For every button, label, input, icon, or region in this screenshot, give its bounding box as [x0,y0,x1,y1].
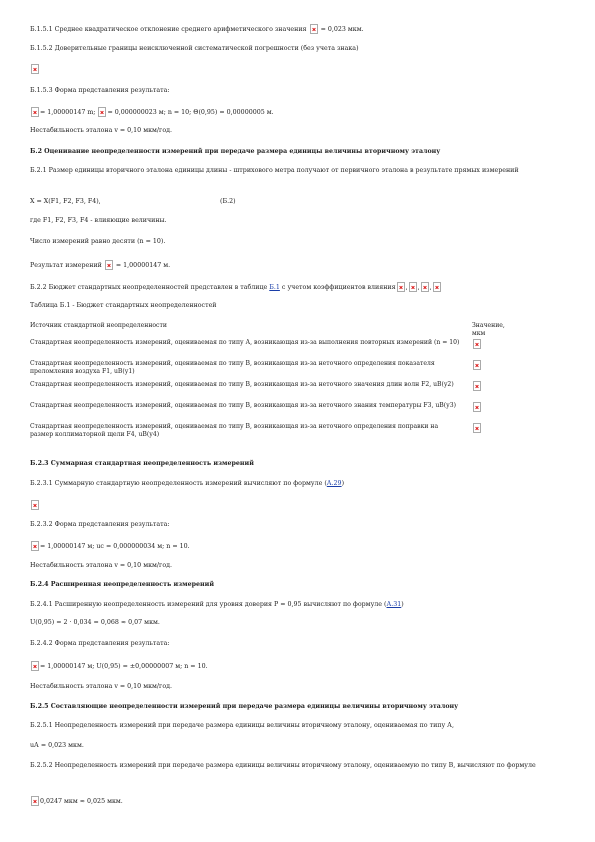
table-header-source: Источник стандартной неопределенности [30,322,167,329]
broken-image-icon [31,64,39,74]
table-cell-source: Стандартная неопределенность измерений, оцениваемая по типу В, возникающая из-за неточного значения длин волн F2, uB(у2) [30,381,454,388]
broken-image-icon [31,796,39,806]
para-b2-4-2: Б.2.4.2 Форма представления результата: [30,640,170,647]
broken-image-icon [105,260,113,270]
para-5-1-3: Б.1.5.3 Форма представления результата: [30,87,170,94]
broken-image-icon [310,24,318,34]
table-cell-value [468,358,508,379]
para-b2-3-2: Б.2.3.2 Форма представления результата: [30,521,170,528]
formula-b2: X = X(F1, F2, F3, F4), (Б.2) [30,198,236,205]
formula-image [30,64,40,74]
broken-image-icon [31,107,39,117]
formula-link-a31[interactable]: А.31 [386,601,402,608]
ua-line: uА = 0,023 мкм. [30,742,84,749]
broken-image-icon [473,381,481,391]
broken-image-icon [473,360,481,370]
table-cell-source: Стандартная неопределенность измерений, оцениваемая по типу В, возникающая из-за неточного знания температуры F3, uB(у3) [30,402,456,409]
broken-image-icon [421,282,429,292]
table-row [30,379,508,400]
formula-u95: U(0,95) = 2 · 0,034 = 0,068 ≈ 0,07 мкм. [30,619,160,626]
result-line-2: = 1,00000147 м; uс = 0,000000034 м; n = 10. [30,541,190,551]
para-b2-1: Б.2.1 Размер единицы вторичного эталона единицы длины - штрихового метра получают от первичного эталона в результате прямых измерений [30,167,519,174]
table-row [30,421,508,442]
broken-image-icon [473,423,481,433]
table-cell-source: Стандартная неопределенность измерений, оцениваемая по типу В, возникающая из-за неточного определения показателя преломления воздуха F1, uB(у1) [30,360,435,375]
formula-link-a29[interactable]: А.29 [326,480,342,487]
heading-b2-4: Б.2.4 Расширенная неопределенность измерений [30,581,214,588]
para-b2-3-1: Б.2.3.1 Суммарную стандартную неопределенность измерений вычисляют по формуле (А.29) [30,480,345,487]
table-link[interactable]: Б.1 [269,284,280,291]
para-b2-5-2: Б.2.5.2 Неопределенность измерений при передаче размера единицы величины вторичному эталону, оцениваемую по типу В, вычисляют по формуле [30,762,536,769]
broken-image-icon [433,282,441,292]
broken-image-icon [31,661,39,671]
broken-image-icon [409,282,417,292]
table-cell-source: Стандартная неопределенность измерений, оцениваемая по типу А, возникающая из-за выполнения повторных измерений (n = 10) [30,339,460,346]
instability-2: Нестабильность эталона v = 0,10 мкм/год. [30,562,173,569]
heading-b2-3: Б.2.3 Суммарная стандартная неопределенность измерений [30,460,254,467]
last-line: 0,0247 мкм ≈ 0,025 мкм. [30,796,123,806]
instability-1: Нестабильность эталона v = 0,10 мкм/год. [30,127,173,134]
broken-image-icon [31,541,39,551]
heading-b2-5: Б.2.5 Составляющие неопределенности измерений при передаче размера единицы величины вторичному эталону [30,703,459,710]
broken-image-icon [397,282,405,292]
budget-table [30,322,508,442]
table-cell-source: Стандартная неопределенность измерений, оцениваемая по типу В, возникающая из-за неточного определения поправки на размер коллиматорной щели F4, uB(у4) [30,423,439,438]
broken-image-icon [473,402,481,412]
table-header-value: Значение, мкм [472,322,505,337]
table-cell-value [468,337,508,358]
para-b2-4-1: Б.2.4.1 Расширенную неопределенность измерений для уровня доверия P = 0,95 вычисляют по формуле (А.31) [30,601,404,608]
table-cell-value [468,421,508,442]
formula-image-2 [30,500,40,510]
table-row [30,400,508,421]
para-b2-2: Б.2.2 Бюджет стандартных неопределенностей представлен в таблице Б.1 с учетом коэффициентов влияния , , , [30,282,442,292]
result-line-3: = 1,00000147 м; U(0,95) = ±0,00000007 м; n = 10. [30,661,208,671]
table-header-row [30,322,508,337]
heading-b2: Б.2 Оценивание неопределенности измерений при передаче размера единицы величины вторичному эталону [30,148,441,155]
instability-3: Нестабильность эталона v = 0,10 мкм/год. [30,683,173,690]
table-caption: Таблица Б.1 - Бюджет стандартных неопределенностей [30,302,217,309]
para-b2-5-1: Б.2.5.1 Неопределенность измерений при передаче размера единицы величины вторичному эталону, оцениваемая по типу А, [30,722,454,729]
result-line: Результат измерений = 1,00000147 м. [30,262,171,269]
table-cell-value [468,379,508,400]
para-5-1-1: Б.1.5.1 Среднее квадратическое отклонение среднего арифметического значения = 0,023 мкм. [30,26,364,33]
table-row [30,337,508,358]
count-line: Число измерений равно десяти (n = 10). [30,238,166,245]
broken-image-icon [98,107,106,117]
broken-image-icon [473,339,481,349]
broken-image-icon [31,500,39,510]
where-line: где F1, F2, F3, F4 - влияющие величины. [30,217,167,224]
result-line-1: = 1,00000147 m; = 0,000000023 м; n = 10; Θ(0,95) = 0,00000005 м. [30,107,274,117]
table-row [30,358,508,379]
para-5-1-2: Б.1.5.2 Доверительные границы неисключенной систематической погрешности (без учета знака) [30,45,359,52]
table-cell-value [468,400,508,421]
